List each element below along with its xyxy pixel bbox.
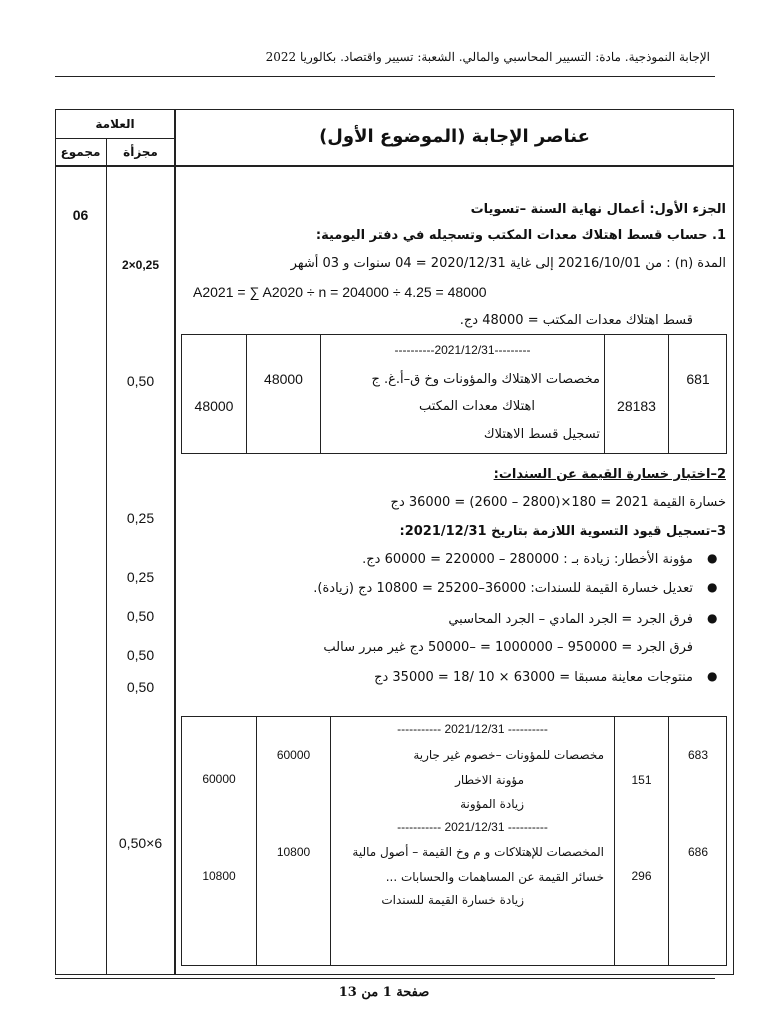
- j2-line-1c: زيادة المؤونة: [460, 797, 524, 811]
- bullet-3: فرق الجرد = الجرد المادي – الجرد المحاسبي: [448, 612, 693, 627]
- part2-title: 2–اختبار خسارة القيمة عن السندات:: [493, 467, 726, 482]
- j2-line-1a: مخصصات للمؤونات –خصوم غير جارية: [413, 748, 604, 762]
- j1-col-a: [246, 334, 247, 454]
- mark-1: 2×0,25: [121, 258, 160, 272]
- total-header: مجموع: [60, 145, 101, 159]
- j1-credit-amount: 48000: [194, 398, 234, 414]
- total-mark: 06: [72, 207, 89, 223]
- j2-amt1-credit: 60000: [202, 772, 236, 786]
- header-rule: [55, 76, 715, 77]
- page-title: عناصر الإجابة (الموضوع الأول): [319, 126, 590, 147]
- j1-debit-label: مخصصات الاهتلاك والمؤونات وخ ق–أ.غ. ج: [371, 372, 600, 387]
- bullet-1-dot: ●: [707, 551, 718, 565]
- marks-header: العلامة: [95, 117, 135, 131]
- j1-memo: تسجيل قسط الاهتلاك: [483, 427, 600, 442]
- j2-date-1: ----------- 2021/12/31 ----------: [397, 722, 548, 736]
- j1-col-d: [668, 334, 669, 454]
- mark-2: 0,50: [126, 373, 155, 389]
- page-number: صفحة 1 من 13: [338, 985, 430, 1000]
- installment-line: قسط اهتلاك معدات المكتب = 48000 دج.: [459, 313, 693, 328]
- mark-4: 0,25: [126, 569, 155, 585]
- j2-amt2-debit: 10800: [276, 845, 311, 859]
- loss-line: خسارة القيمة 2021 = 180×(2800 – 2600) = 36000 دج: [390, 495, 726, 510]
- j2-col-b: [330, 716, 331, 966]
- j2-acc2-credit: 296: [631, 869, 652, 883]
- j2-amt1-debit: 60000: [276, 748, 311, 762]
- mark-3: 0,25: [126, 510, 155, 526]
- j1-credit-label: اهتلاك معدات المكتب: [419, 399, 535, 414]
- j2-acc1-credit: 151: [631, 773, 652, 787]
- j2-amt2-credit: 10800: [202, 869, 236, 883]
- mark-8: 0,50×6: [118, 835, 163, 851]
- partial-header: مجزأة: [123, 145, 158, 159]
- head-bottom-rule: [55, 165, 734, 167]
- col-divider-marks: [174, 109, 176, 975]
- bullet-2-dot: ●: [707, 580, 718, 594]
- part1-title: الجزء الأول: أعمال نهاية السنة –تسويات: [470, 202, 726, 217]
- bullet-4: منتوجات معاينة مسبقا = 63000 × 10 /18 = 35000 دج: [374, 670, 693, 685]
- bullet-3-dot: ●: [707, 611, 718, 625]
- bullet-4-dot: ●: [707, 669, 718, 683]
- j1-debit-amount: 48000: [264, 371, 303, 387]
- question-1: 1. حساب قسط اهتلاك معدات المكتب وتسجيله في دفتر اليومية:: [315, 228, 726, 243]
- part3-title: 3–تسجيل قيود التسوية اللازمة بتاريخ 2021/12/31:: [399, 524, 726, 539]
- mark-6: 0,50: [126, 647, 155, 663]
- formula-line: A2021 = ∑ A2020 ÷ n = 204000 ÷ 4.25 = 48000: [193, 284, 487, 300]
- j1-debit-account: 681: [686, 371, 710, 387]
- bullet-2: تعديل خسارة القيمة للسندات: 36000–25200 = 10800 دج (زيادة).: [313, 581, 693, 596]
- j2-date-2: ----------- 2021/12/31 ----------: [397, 820, 548, 834]
- j2-acc1-debit: 683: [687, 748, 709, 762]
- bullet-3b: فرق الجرد = 950000 – 1000000 = –50000 دج غير مبرر سالب: [323, 640, 693, 655]
- footer-rule: [55, 978, 715, 979]
- j2-col-c: [614, 716, 615, 966]
- j1-credit-account: 28183: [617, 398, 656, 414]
- page-header: الإجابة النموذجية. مادة: التسيير المحاسبي والمالي. الشعبة: تسيير واقتصاد. بكالوريا 2022: [265, 50, 710, 64]
- j1-col-c: [604, 334, 605, 454]
- duration-line: المدة (n) : من 20216/10/01 إلى غاية 2020/12/31 = 04 سنوات و 03 أشهر: [290, 256, 726, 271]
- marks-head-rule: [55, 138, 175, 139]
- j2-line-1b: مؤونة الاخطار: [455, 773, 524, 787]
- j2-line-2b: خسائر القيمة عن المساهمات والحسابات ...: [385, 870, 604, 884]
- bullet-1: مؤونة الأخطار: زيادة بـ : 280000 – 220000 = 60000 دج.: [362, 552, 693, 567]
- j1-date: ----------2021/12/31---------: [394, 343, 531, 357]
- mark-7: 0,50: [126, 679, 155, 695]
- j2-acc2-debit: 686: [687, 845, 709, 859]
- j2-line-2c: زيادة خسارة القيمة للسندات: [381, 893, 524, 907]
- j2-line-2a: المخصصات للإهتلاكات و م وخ القيمة – أصول مالية: [352, 845, 604, 859]
- mark-5: 0,50: [126, 608, 155, 624]
